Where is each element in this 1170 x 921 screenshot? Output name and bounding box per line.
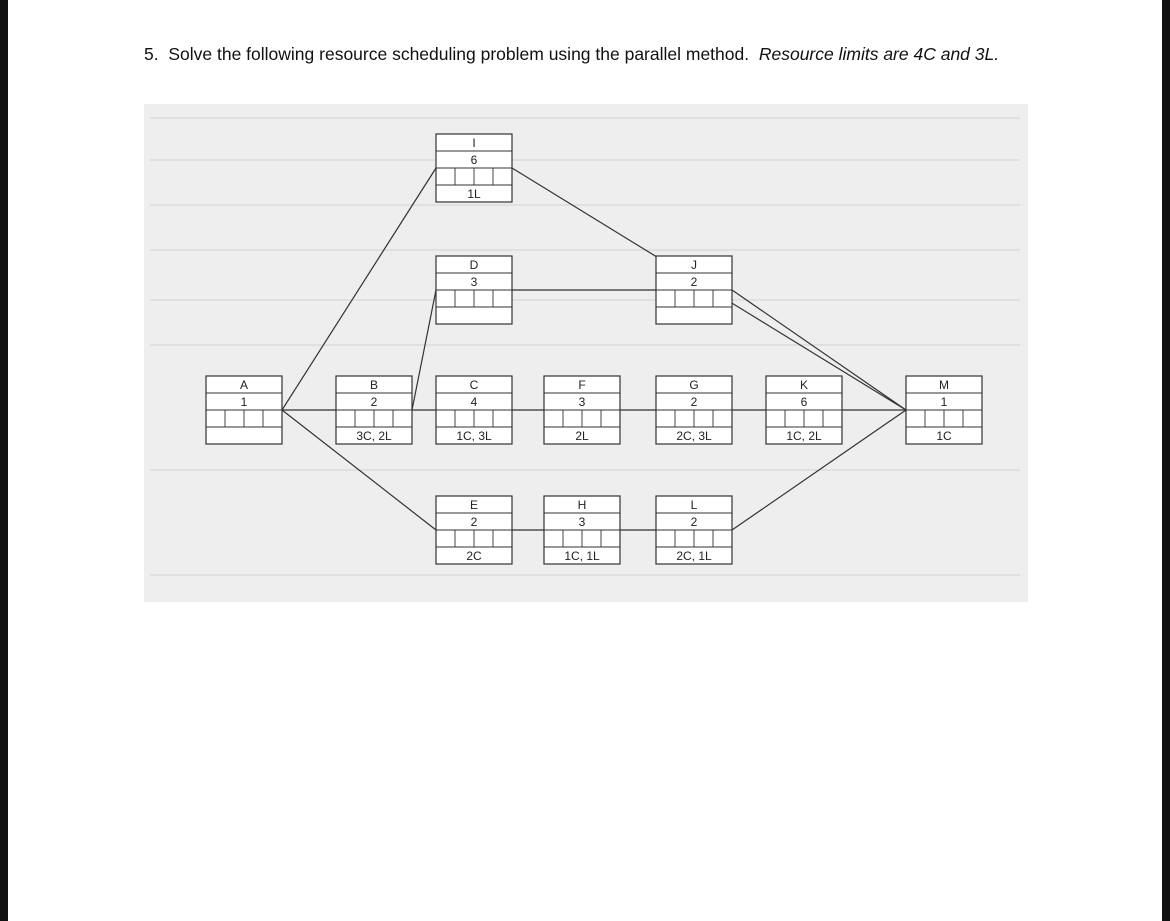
- activity-label: G: [689, 378, 699, 392]
- activity-resources: 2C: [466, 549, 482, 563]
- activity-node-I: [436, 134, 512, 202]
- activity-resources: 1C, 2L: [786, 429, 822, 443]
- activity-duration: 2: [470, 515, 478, 529]
- activity-duration: 2: [690, 395, 698, 409]
- activity-label: A: [239, 378, 249, 392]
- activity-node-A: [206, 376, 282, 444]
- activity-duration: 2: [690, 515, 698, 529]
- activity-node-K: [766, 376, 842, 444]
- activity-label: J: [691, 258, 697, 272]
- activity-label: I: [472, 136, 476, 150]
- activity-duration: 6: [470, 153, 478, 167]
- activity-node-F: [544, 376, 620, 444]
- activity-label: M: [939, 378, 949, 392]
- activity-label: D: [469, 258, 479, 272]
- activity-duration: 3: [470, 275, 478, 289]
- activity-duration: 1: [940, 395, 948, 409]
- activity-duration: 4: [470, 395, 478, 409]
- activity-label: E: [469, 498, 479, 512]
- activity-label: L: [690, 498, 698, 512]
- resource-limits: Resource limits are 4C and 3L.: [758, 44, 1000, 64]
- activity-duration: 6: [800, 395, 808, 409]
- activity-label: F: [578, 378, 586, 392]
- activity-resources: 3C, 2L: [356, 429, 392, 443]
- activity-node-J: [656, 256, 732, 324]
- activity-node-G: [656, 376, 732, 444]
- activity-resources: 2C, 3L: [676, 429, 712, 443]
- activity-node-L: [656, 496, 732, 564]
- activity-duration: 2: [370, 395, 378, 409]
- activity-label: C: [469, 378, 479, 392]
- activity-resources: 2C, 1L: [676, 549, 712, 563]
- problem-statement: Solve the following resource scheduling problem using the parallel method.: [168, 44, 750, 64]
- activity-resources: 2L: [575, 429, 589, 443]
- activity-duration: 3: [578, 515, 586, 529]
- activity-duration: 1: [240, 395, 248, 409]
- activity-node-C: [436, 376, 512, 444]
- activity-node-E: [436, 496, 512, 564]
- activity-duration: 2: [690, 275, 698, 289]
- activity-resources: 1C, 3L: [456, 429, 492, 443]
- activity-node-B: [336, 376, 412, 444]
- activity-node-H: [544, 496, 620, 564]
- activity-duration: 3: [578, 395, 586, 409]
- problem-number: 5.: [144, 44, 159, 64]
- activity-label: B: [369, 378, 379, 392]
- activity-node-M: [906, 376, 982, 444]
- activity-label: H: [577, 498, 587, 512]
- activity-resources: 1C, 1L: [564, 549, 600, 563]
- activity-resources: 1L: [467, 187, 481, 201]
- activity-node-D: [436, 256, 512, 324]
- activity-label: K: [799, 378, 809, 392]
- activity-resources: 1C: [936, 429, 952, 443]
